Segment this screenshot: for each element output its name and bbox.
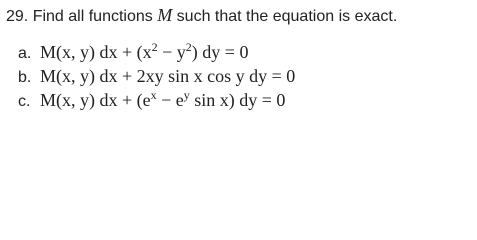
- equation-text: M(x, y) dx + (x: [40, 42, 152, 62]
- equation-text: M(x, y) dx + (e: [40, 90, 151, 110]
- problem-statement: [6, 4, 474, 26]
- part-c-equation: [40, 90, 285, 110]
- superscript: x: [150, 88, 157, 102]
- part-a-equation: [40, 42, 248, 62]
- superscript: 2: [185, 40, 192, 54]
- part-b-label: b.: [18, 69, 32, 86]
- part-b-equation: [40, 66, 295, 86]
- equation-text: M(x, y) dx + 2xy sin x cos y dy = 0: [40, 66, 296, 86]
- problem-29: [6, 4, 474, 112]
- function-variable: M: [157, 5, 173, 25]
- part-c: [6, 88, 474, 112]
- part-a: [6, 40, 474, 64]
- statement-after: such that the equation is exact.: [176, 8, 398, 25]
- superscript: y: [183, 88, 190, 102]
- part-a-label: a.: [18, 45, 32, 62]
- equation-text: sin x) dy = 0: [189, 90, 286, 110]
- equation-text: − y: [157, 42, 186, 62]
- statement-before: Find all functions: [32, 8, 153, 25]
- part-c-label: c.: [18, 93, 31, 110]
- superscript: 2: [151, 40, 158, 54]
- part-b: [6, 64, 474, 88]
- equation-text: ) dy = 0: [191, 42, 249, 62]
- problem-number: 29.: [6, 8, 29, 25]
- equation-text: − e: [156, 90, 184, 110]
